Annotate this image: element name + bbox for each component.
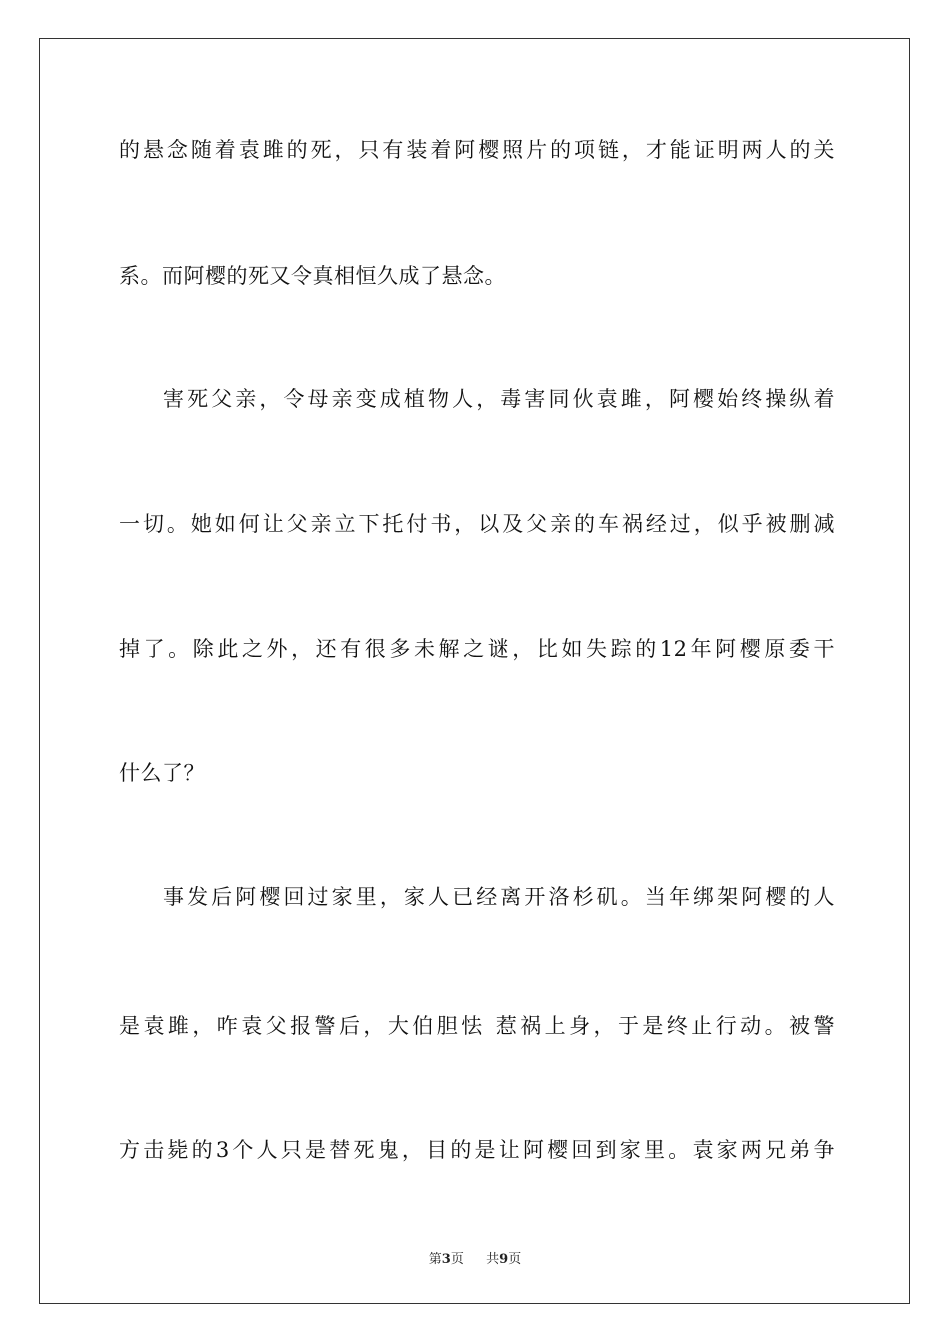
page-footer [0,1248,950,1267]
page-number: 3 [441,1252,451,1267]
paragraph-line-4: 一切。她如何让父亲立下托付书，以及父亲的车祸经过，似乎被删减 [119,512,835,536]
paragraph-line-3: 害死父亲，令母亲变成植物人，毒害同伙袁雎，阿樱始终操纵着 [163,387,835,411]
page-border [39,38,910,1304]
paragraph-line-1: 的悬念随着袁雎的死，只有装着阿樱照片的项链，才能证明两人的关 [119,138,835,162]
total-suffix: 页 [508,1252,522,1267]
paragraph-line-2: 系。而阿樱的死又令真相恒久成了悬念。 [119,264,506,288]
paragraph-line-7: 事发后阿樱回过家里，家人已经离开洛杉矶。当年绑架阿樱的人 [163,885,835,909]
paragraph-line-6: 什么了？ [119,761,205,785]
paragraph-line-5: 掉了。除此之外，还有很多未解之谜，比如失踪的12年阿樱原委干 [119,637,835,661]
paragraph-line-9: 方击毙的3个人只是替死鬼，目的是让阿樱回到家里。袁家两兄弟争 [119,1138,835,1162]
paragraph-line-8: 是袁雎，咋袁父报警后，大伯胆怯 惹祸上身，于是终止行动。被警 [119,1014,835,1038]
page-prefix: 第 [428,1252,442,1267]
page-suffix: 页 [450,1252,464,1267]
total-prefix: 共 [486,1252,500,1267]
total-pages: 9 [499,1252,509,1267]
